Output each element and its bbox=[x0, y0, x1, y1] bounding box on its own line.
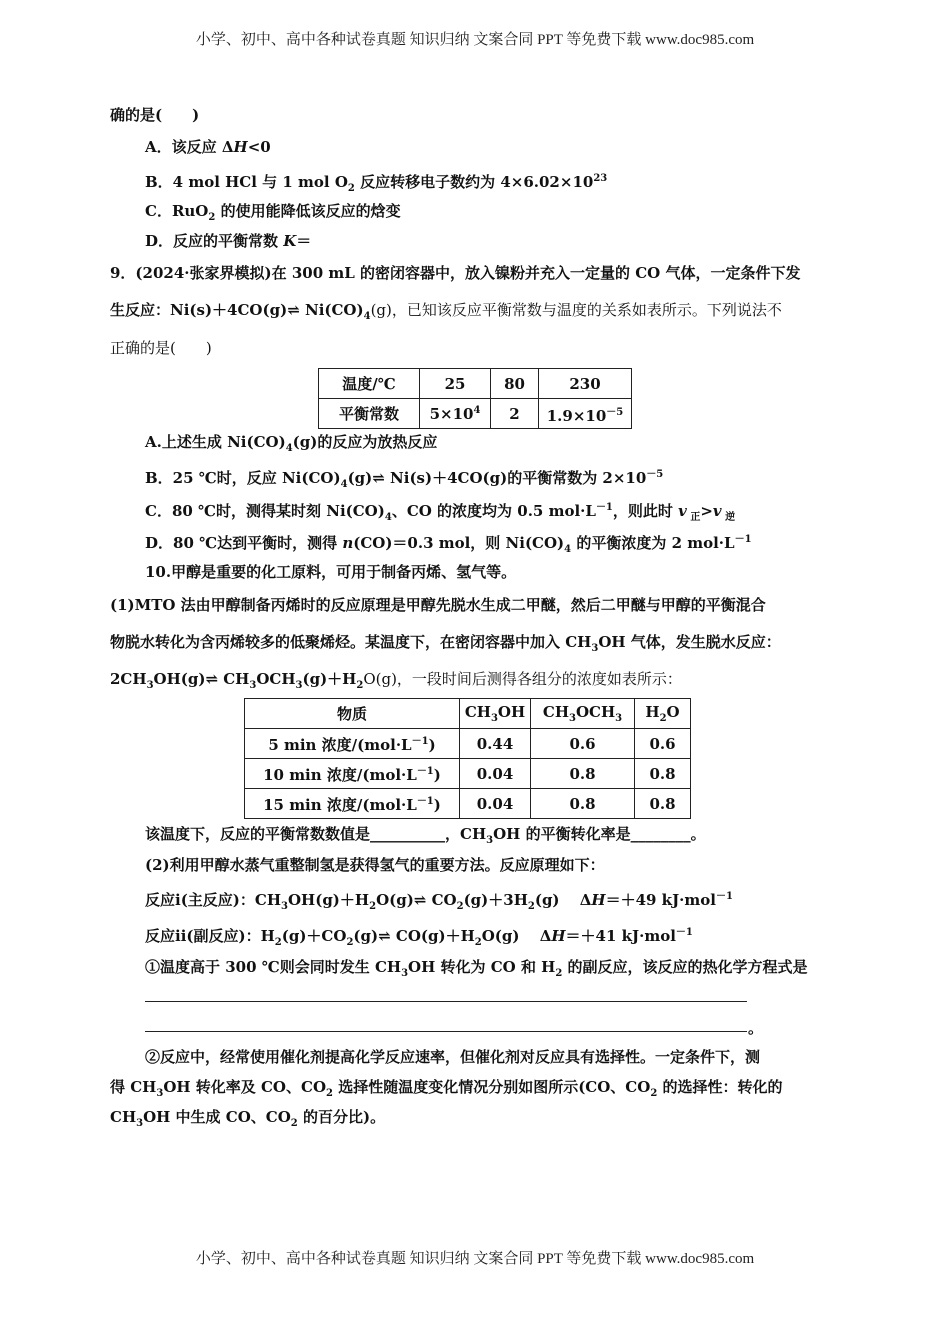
q8-stem-tail: 确的是( ) bbox=[110, 106, 200, 124]
q10-p2-intro: (2)利用甲醇水蒸气重整制氢是获得氢气的重要方法。反应原理如下： bbox=[145, 856, 605, 874]
q10-table-header-ch3och3: $CH_3OCH_3$ bbox=[531, 699, 635, 729]
q10-sub2-line3: $CH_3OH$ 中生成 CO、$CO_2$ 的百分比)。 bbox=[110, 1108, 386, 1129]
q10-cell: 0.6 bbox=[531, 729, 635, 759]
q10-sub2-line2: 得 $CH_3OH$ 转化率及 CO、$CO_2$ 选择性随温度变化情况分别如图所示(CO、$CO_2$ 的选择性：转化的 bbox=[110, 1078, 783, 1099]
q10-table-header-ch3oh: $CH_3OH$ bbox=[460, 699, 531, 729]
q10-table-header-h2o: $H_2O$ bbox=[635, 699, 691, 729]
q9-stem-line3: 正确的是( ) bbox=[110, 339, 212, 357]
q10-sub1: ①温度高于 300 ℃则会同时发生 $CH_3OH$ 转化为 CO 和 $H_2$ 的副反应，该反应的热化学方程式是 bbox=[145, 958, 808, 979]
page-footer: 小学、初中、高中各种试卷真题 知识归纳 文案合同 PPT 等免费下载 www.doc985.com bbox=[195, 1251, 755, 1267]
answer-blank-2[interactable]: ________ bbox=[630, 825, 691, 843]
answer-line-1[interactable] bbox=[145, 1001, 747, 1002]
table-row bbox=[245, 729, 691, 759]
table-row bbox=[245, 759, 691, 789]
q10-reaction-2: 反应ⅱ(副反应)：$H_2(g)+CO_2(g)\rightleftharpoons$ $CO(g)+H_2O(g)$ ΔH＝＋41 kJ·mol$^{-1}$ bbox=[145, 927, 693, 948]
q10-row-label: 15 min 浓度$/(mol\cdot L^{-1})$ bbox=[245, 789, 460, 819]
answer-line-period: 。 bbox=[748, 1019, 764, 1037]
q10-cell: 0.04 bbox=[460, 759, 531, 789]
q9-table-header-25: 25 bbox=[420, 369, 491, 399]
q9-option-a: A.上述生成 $Ni(CO)_4(g)$的反应为放热反应 bbox=[145, 433, 438, 454]
q9-table-header-temp: 温度/℃ bbox=[319, 369, 420, 399]
q9-option-d: D．80 ℃达到平衡时，测得 n(CO)＝0.3 mol，则 $Ni(CO)_4$ 的平衡浓度为 2 $mol\cdot L^{-1}$ bbox=[145, 534, 752, 555]
q10-cell: 0.44 bbox=[460, 729, 531, 759]
q10-table bbox=[244, 698, 691, 819]
q10-table-header-substance: 物质 bbox=[245, 699, 460, 729]
q9-option-b: B．25 ℃时，反应 $Ni(CO)_4(g)\rightleftharpoons$ Ni(s)＋4CO(g)的平衡常数为 $2\times 10^{-5}$ bbox=[145, 469, 664, 490]
answer-blank-1[interactable]: __________ bbox=[370, 825, 446, 843]
page-header: 小学、初中、高中各种试卷真题 知识归纳 文案合同 PPT 等免费下载 www.doc985.com bbox=[195, 32, 755, 48]
q9-table-k80: 2 bbox=[491, 399, 539, 429]
q9-table-k25: $5\times 10^4$ bbox=[420, 399, 491, 429]
q9-table bbox=[318, 368, 632, 429]
q10-cell: 0.8 bbox=[635, 789, 691, 819]
q10-cell: 0.8 bbox=[531, 759, 635, 789]
q9-option-c: C．80 ℃时，测得某时刻 $Ni(CO)_4$、CO 的浓度均为 0.5 $mol\cdot L^{-1}$，则此时 v $_正$>v $_逆$ bbox=[145, 502, 736, 523]
q8-option-d: D．反应的平衡常数 K＝ bbox=[145, 232, 312, 250]
q9-table-label-k: 平衡常数 bbox=[319, 399, 420, 429]
q9-table-header-230: 230 bbox=[539, 369, 632, 399]
q10-cell: 0.6 bbox=[635, 729, 691, 759]
q10-reaction-1: 反应ⅰ(主反应)：$CH_3OH(g)+H_2O(g)\rightleftharpoons$ $CO_2(g)+3H_2(g)$ ΔH＝＋49 kJ·mol$^{-1}$ bbox=[145, 891, 733, 912]
q8-option-c: C．RuO$_2$ 的使用能降低该反应的焓变 bbox=[145, 202, 401, 223]
table-row bbox=[245, 789, 691, 819]
q10-intro: 10.甲醇是重要的化工原料，可用于制备丙烯、氢气等。 bbox=[145, 563, 517, 581]
q10-p1-equation: $2CH_3OH(g)\rightleftharpoons$ $CH_3OCH_3(g)+H_2O(g)$，一段时间后测得各组分的浓度如表所示： bbox=[110, 670, 682, 691]
q10-row-label: 10 min 浓度$/(mol\cdot L^{-1})$ bbox=[245, 759, 460, 789]
q9-table-k230: $1.9\times 10^{-5}$ bbox=[539, 399, 632, 429]
answer-line-2[interactable] bbox=[145, 1031, 747, 1032]
q10-p1-line1: (1)MTO 法由甲醇制备丙烯时的反应原理是甲醇先脱水生成二甲醚，然后二甲醚与甲醇的平衡混合 bbox=[110, 596, 766, 614]
q9-table-header-80: 80 bbox=[491, 369, 539, 399]
q10-cell: 0.04 bbox=[460, 789, 531, 819]
q8-option-b: B．4 mol HCl 与 1 mol $O_2$ 反应转移电子数约为 $4\times 6.02\times 10^{23}$ bbox=[145, 173, 608, 194]
q10-sub2-line1: ②反应中，经常使用催化剂提高化学反应速率，但催化剂对反应具有选择性。一定条件下，测 bbox=[145, 1048, 761, 1066]
q10-p1-line2: 物脱水转化为含丙烯较多的低聚烯烃。某温度下，在密闭容器中加入 $CH_3OH$ 气体，发生脱水反应： bbox=[110, 633, 781, 654]
q9-stem-line1: 9．(2024·张家界模拟)在 300 mL 的密闭容器中，放入镍粉并充入一定量的 CO 气体，一定条件下发 bbox=[110, 264, 801, 282]
q9-stem-line2: 生反应：Ni(s)＋4CO(g)⇌ $Ni(CO)_4(g)$，已知该反应平衡常数与温度的关系如表所示。下列说法不 bbox=[110, 301, 782, 322]
q10-ask-line: 该温度下，反应的平衡常数数值是__________，$CH_3OH$ 的平衡转化率是________。 bbox=[145, 825, 706, 846]
q10-cell: 0.8 bbox=[531, 789, 635, 819]
q8-option-a: A．该反应 ΔH<0 bbox=[145, 138, 271, 156]
q10-row-label: 5 min 浓度$/(mol\cdot L^{-1})$ bbox=[245, 729, 460, 759]
q10-cell: 0.8 bbox=[635, 759, 691, 789]
